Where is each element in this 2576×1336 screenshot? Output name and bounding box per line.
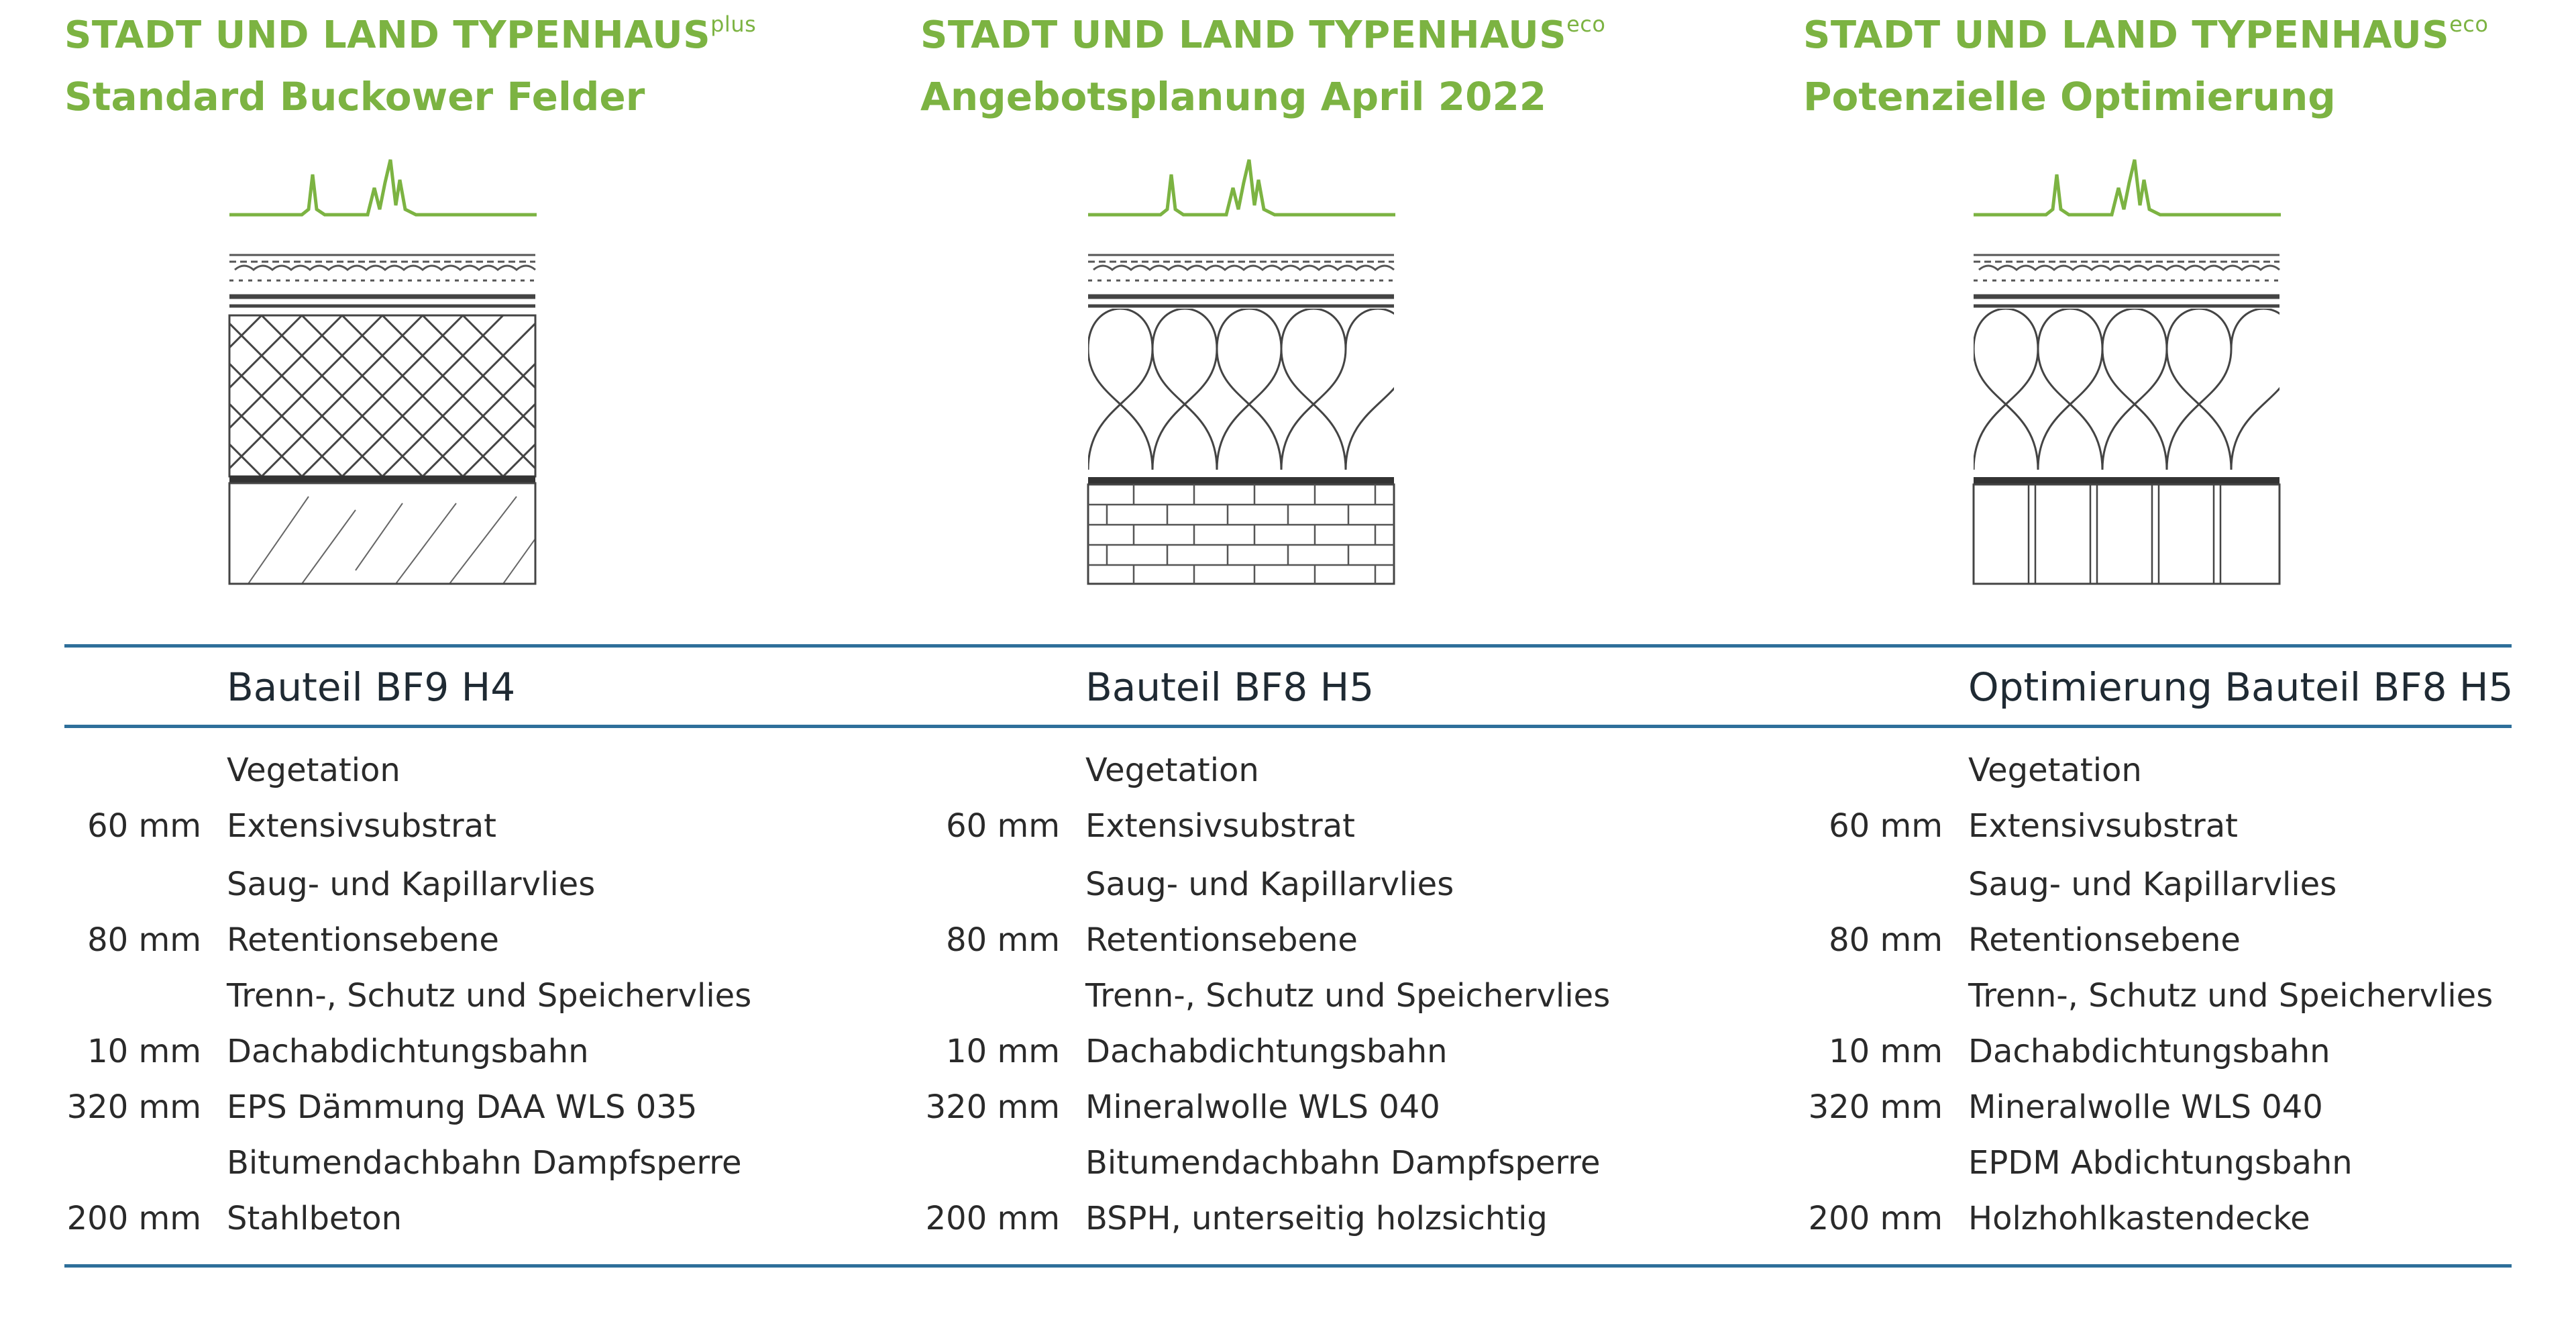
substrate-layer-icon	[229, 255, 535, 306]
column-1-brand-heading	[64, 13, 756, 57]
column-3-bauteil-title: Optimierung Bauteil BF8 H5	[1968, 664, 2514, 710]
roof-section-diagram-1	[221, 148, 543, 590]
layer-name: Stahlbeton	[227, 1200, 402, 1237]
layer-name: Dachabdichtungsbahn	[1968, 1033, 2330, 1070]
column-3-subtitle: Potenzielle Optimierung	[1803, 74, 2336, 119]
column-2-subtitle: Angebotsplanung April 2022	[920, 74, 1547, 119]
layer-thickness: 320 mm	[1808, 1088, 1943, 1126]
layer-thickness: 320 mm	[66, 1088, 201, 1126]
column-2-brand: STADT UND LAND TYPENHAUS	[920, 13, 1567, 57]
layer-name: Bitumendachbahn Dampfsperre	[1085, 1144, 1601, 1182]
layer-name: BSPH, unterseitig holzsichtig	[1085, 1200, 1548, 1237]
layer-name: Vegetation	[227, 752, 400, 789]
layer-name: EPS Dämmung DAA WLS 035	[227, 1088, 698, 1126]
vegetation-icon	[1974, 160, 2281, 215]
table-top-rule	[64, 644, 2512, 648]
layer-thickness: 200 mm	[1808, 1200, 1943, 1237]
column-2-bauteil-title: Bauteil BF8 H5	[1085, 664, 1375, 710]
layer-name: Retentionsebene	[1085, 921, 1358, 959]
layer-thickness: 200 mm	[66, 1200, 201, 1237]
concrete-layer-icon	[248, 497, 537, 584]
layer-name: Saug- und Kapillarvlies	[227, 866, 596, 903]
layer-thickness: 80 mm	[87, 921, 201, 959]
layer-name: Saug- und Kapillarvlies	[1968, 866, 2337, 903]
table-bottom-rule	[64, 1264, 2512, 1268]
layer-thickness: 80 mm	[1829, 921, 1943, 959]
column-3-brand-suffix: eco	[2449, 11, 2489, 37]
column-3-brand-heading	[1803, 13, 2488, 57]
layer-thickness: 10 mm	[1829, 1033, 1943, 1070]
column-1-bauteil-title: Bauteil BF9 H4	[227, 664, 516, 710]
layer-thickness: 60 mm	[87, 807, 201, 845]
layer-name: Mineralwolle WLS 040	[1085, 1088, 1440, 1126]
layer-thickness: 80 mm	[946, 921, 1060, 959]
vegetation-icon	[229, 160, 537, 215]
layer-name: Saug- und Kapillarvlies	[1085, 866, 1454, 903]
layer-name: Extensivsubstrat	[1085, 807, 1355, 845]
layer-name: Trenn-, Schutz und Speichervlies	[1968, 977, 2493, 1015]
layer-name: Mineralwolle WLS 040	[1968, 1088, 2323, 1126]
mineral-wool-layer-icon	[1974, 309, 2296, 470]
layer-name: Retentionsebene	[227, 921, 499, 959]
clt-timber-layer-icon	[1088, 484, 1394, 584]
layer-thickness: 10 mm	[87, 1033, 201, 1070]
layer-name: Dachabdichtungsbahn	[227, 1033, 589, 1070]
layer-name: EPDM Abdichtungsbahn	[1968, 1144, 2353, 1182]
layer-name: Trenn-, Schutz und Speichervlies	[227, 977, 752, 1015]
roof-section-diagram-3	[1966, 148, 2288, 590]
layer-name: Vegetation	[1968, 752, 2142, 789]
layer-thickness: 320 mm	[925, 1088, 1060, 1126]
vegetation-icon	[1088, 160, 1395, 215]
roof-section-diagram-2	[1080, 148, 1402, 590]
layer-thickness: 60 mm	[946, 807, 1060, 845]
layer-name: Extensivsubstrat	[227, 807, 496, 845]
layer-name: Extensivsubstrat	[1968, 807, 2238, 845]
layer-thickness: 200 mm	[925, 1200, 1060, 1237]
layer-name: Dachabdichtungsbahn	[1085, 1033, 1448, 1070]
column-1-subtitle: Standard Buckower Felder	[64, 74, 645, 119]
eps-insulation-layer-icon	[60, 315, 664, 476]
substrate-layer-icon	[1974, 255, 2279, 306]
layer-name: Bitumendachbahn Dampfsperre	[227, 1144, 742, 1182]
layer-name: Retentionsebene	[1968, 921, 2241, 959]
column-1-brand-suffix: plus	[710, 11, 757, 37]
column-2-brand-suffix: eco	[1566, 11, 1606, 37]
column-1-brand: STADT UND LAND TYPENHAUS	[64, 13, 711, 57]
layer-thickness: 60 mm	[1829, 807, 1943, 845]
box-beam-layer-icon	[1974, 484, 2279, 584]
layer-name: Holzhohlkastendecke	[1968, 1200, 2310, 1237]
layer-thickness: 10 mm	[946, 1033, 1060, 1070]
column-2-brand-heading	[920, 13, 1605, 57]
column-3-brand: STADT UND LAND TYPENHAUS	[1803, 13, 2450, 57]
table-header-rule	[64, 725, 2512, 728]
substrate-layer-icon	[1088, 255, 1394, 306]
layer-name: Vegetation	[1085, 752, 1259, 789]
mineral-wool-layer-icon	[1088, 309, 1410, 470]
layer-name: Trenn-, Schutz und Speichervlies	[1085, 977, 1611, 1015]
